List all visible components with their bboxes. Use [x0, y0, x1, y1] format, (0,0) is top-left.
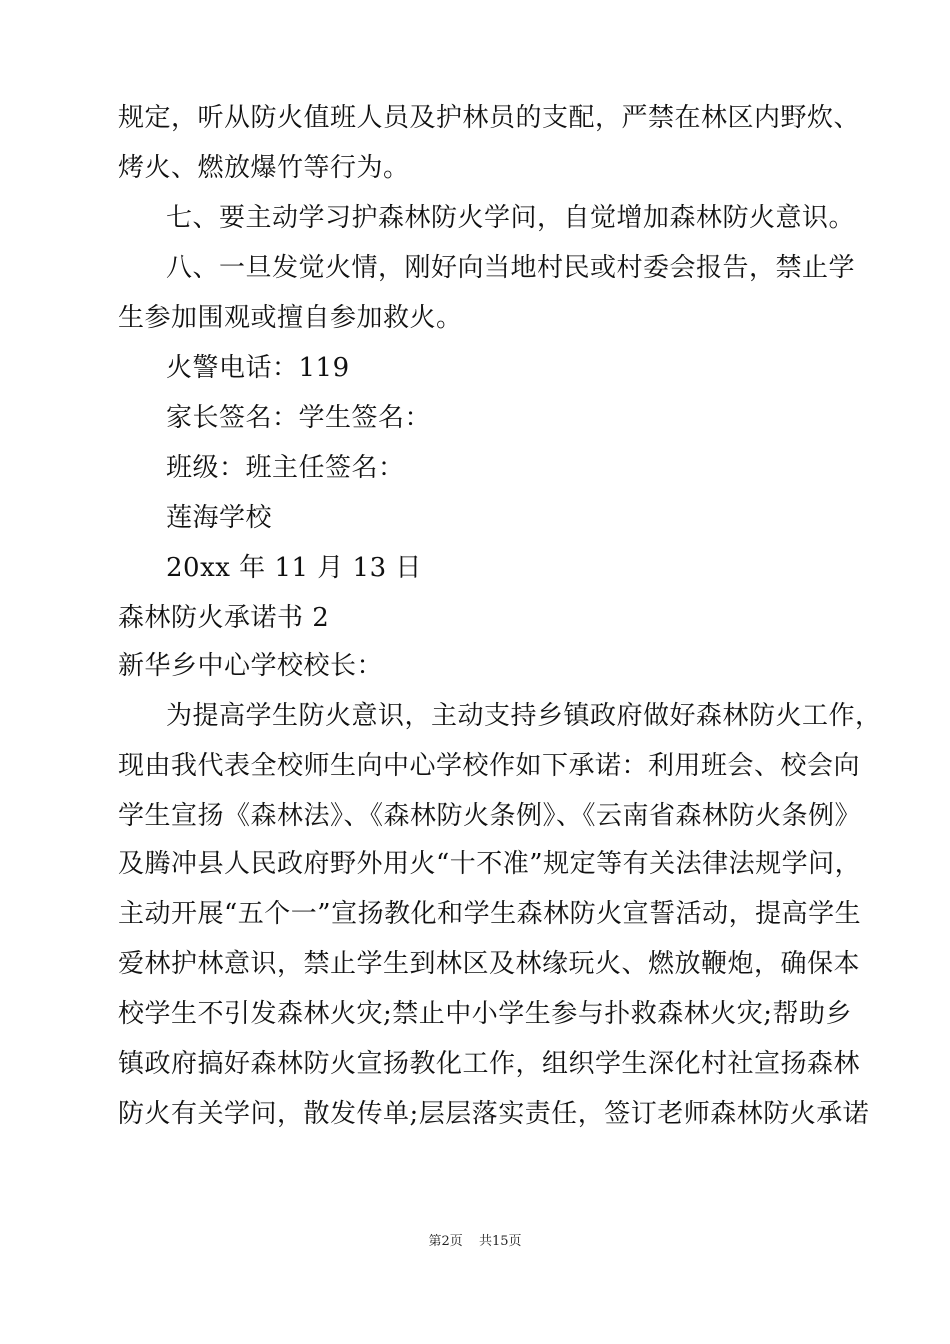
signature-line: 家长签名：学生签名： [166, 403, 432, 433]
salutation: 新华乡中心学校校长： [118, 651, 384, 681]
paragraph-line: 校学生不引发森林火灾;禁止中小学生参与扑救森林火灾;帮助乡 [118, 999, 853, 1029]
paragraph-line: 学生宣扬《森林法》、《森林防火条例》、《云南省森林防火条例》 [118, 801, 862, 831]
paragraph-line: 现由我代表全校师生向中心学校作如下承诺：利用班会、校会向 [118, 751, 861, 781]
page-footer [0, 1230, 950, 1249]
paragraph-line: 主动开展“五个一”宣扬教化和学生森林防火宣誓活动，提高学生 [118, 899, 862, 929]
date-line: 20xx 年 11 月 13 日 [166, 553, 422, 583]
paragraph-line: 七、要主动学习护森林防火学问，自觉增加森林防火意识。 [166, 203, 856, 233]
paragraph-line: 及腾冲县人民政府野外用火“十不准”规定等有关法律法规学问， [118, 849, 862, 879]
page-number: 第2页 [428, 1234, 463, 1249]
paragraph-line: 镇政府搞好森林防火宣扬教化工作，组织学生深化村社宣扬森林 [118, 1049, 861, 1079]
paragraph-line: 生参加围观或擅自参加救火。 [118, 303, 463, 333]
paragraph-line: 规定，听从防火值班人员及护林员的支配，严禁在林区内野炊、 [118, 103, 861, 133]
paragraph-line: 为提高学生防火意识，主动支持乡镇政府做好森林防火工作， [166, 701, 882, 731]
school-name: 莲海学校 [166, 503, 273, 533]
paragraph-line: 烤火、燃放爆竹等行为。 [118, 153, 410, 183]
paragraph-line: 爱林护林意识，禁止学生到林区及林缘玩火、燃放鞭炮，确保本 [118, 949, 861, 979]
paragraph-line: 防火有关学问，散发传单;层层落实责任，签订老师森林防火承诺 [118, 1099, 870, 1129]
class-signature-line: 班级：班主任签名： [166, 453, 405, 483]
fire-phone-line: 火警电话：119 [166, 353, 350, 383]
section-title: 森林防火承诺书 2 [118, 603, 330, 633]
paragraph-line: 八、一旦发觉火情，刚好向当地村民或村委会报告，禁止学 [166, 253, 856, 283]
page-total: 共15页 [478, 1234, 522, 1249]
